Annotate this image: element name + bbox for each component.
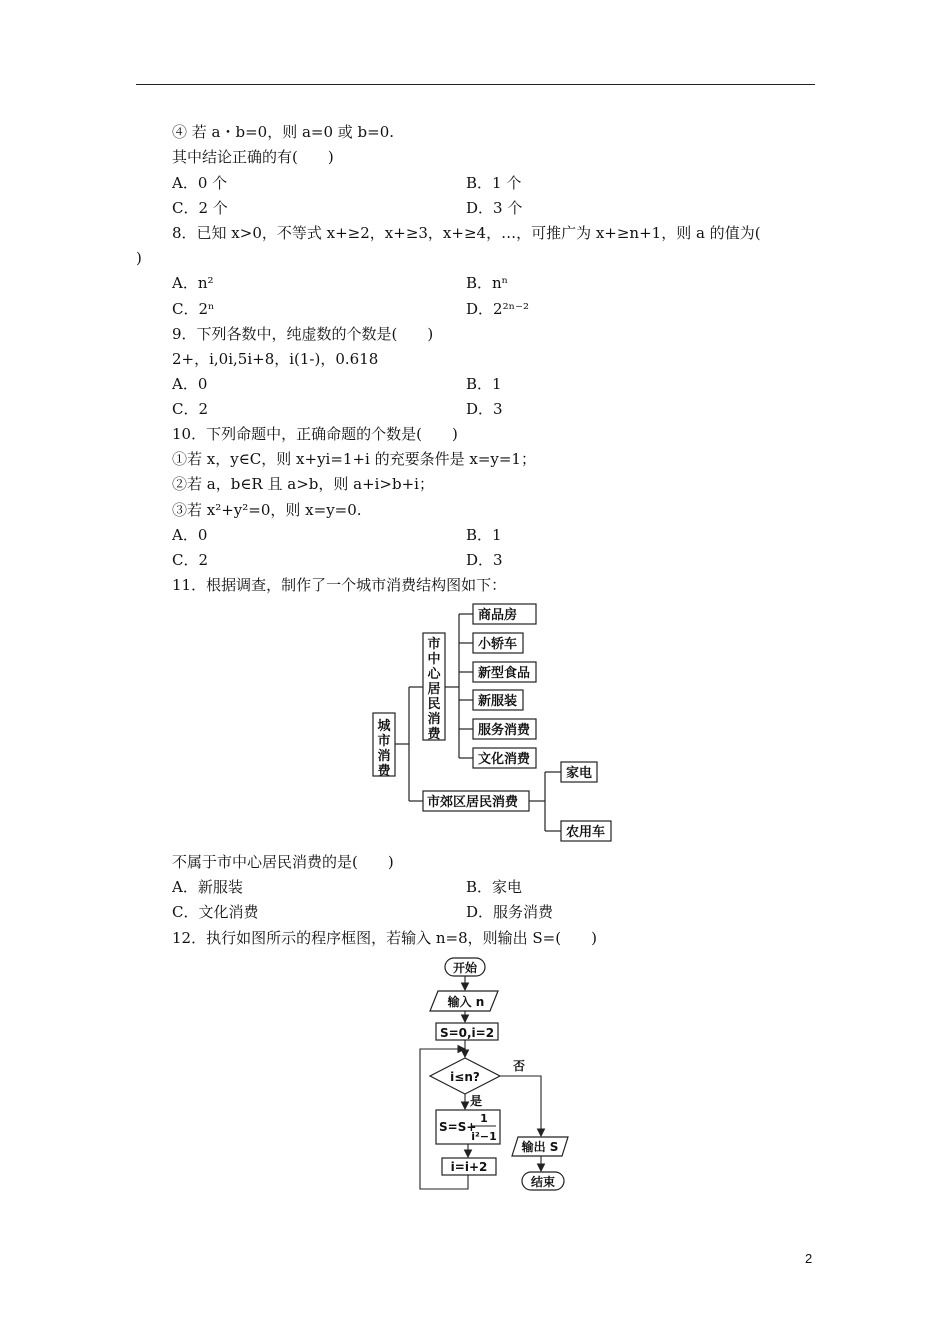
- option-a: A．n²: [172, 274, 214, 292]
- center-char: 民: [427, 697, 441, 712]
- center-item: 小轿车: [478, 637, 518, 652]
- option-b: B．1: [466, 526, 502, 544]
- root-char: 费: [377, 764, 391, 779]
- proposition-3: ③若 x²+y²=0，则 x=y=0.: [172, 501, 362, 519]
- center-char: 市: [427, 637, 441, 652]
- end-label: 结束: [530, 1175, 556, 1189]
- root-char: 消: [377, 749, 391, 764]
- increment-label: i=i+2: [450, 1160, 488, 1174]
- option-c: C．文化消费: [172, 903, 259, 921]
- question-8-paren: ): [136, 249, 142, 267]
- proposition-2: ②若 a，b∈R 且 a>b，则 a+i>b+i；: [172, 475, 434, 493]
- consumption-structure-diagram: [360, 598, 620, 843]
- yes-label: 是: [470, 1094, 483, 1108]
- question-12: 12．执行如图所示的程序框图，若输入 n=8，则输出 S=( ): [172, 929, 597, 947]
- center-char: 中: [427, 652, 441, 667]
- fraction-numerator: 1: [480, 1112, 488, 1125]
- center-item: 新型食品: [478, 666, 531, 681]
- input-label: 输入 n: [447, 995, 485, 1009]
- header-rule: [136, 84, 815, 85]
- root-char: 市: [377, 734, 391, 749]
- option-a: A．新服装: [172, 878, 243, 896]
- question-10: 10．下列命题中，正确命题的个数是( ): [172, 425, 458, 443]
- option-c: C．2ⁿ: [172, 300, 215, 318]
- option-d: D．3: [466, 400, 503, 418]
- option-a: A．0: [172, 526, 208, 544]
- option-d: D．服务消费: [466, 903, 554, 921]
- center-item: 商品房: [478, 608, 518, 623]
- option-b: B．家电: [466, 878, 523, 896]
- question-9-numbers: 2+，i,0i,5i+8，i(1-)，0.618: [172, 350, 379, 368]
- center-item: 文化消费: [478, 752, 531, 767]
- no-label: 否: [513, 1059, 526, 1073]
- center-char: 费: [427, 727, 441, 742]
- option-a: A．0: [172, 375, 208, 393]
- question-9: 9．下列各数中，纯虚数的个数是( ): [172, 325, 434, 343]
- assign-label: S=S+: [439, 1120, 477, 1134]
- fraction-denominator: i²−1: [471, 1130, 497, 1143]
- root-char: 城: [377, 719, 391, 734]
- option-b: B．1 个: [466, 174, 522, 192]
- init-label: S=0,i=2: [439, 1026, 495, 1040]
- option-b: B．nⁿ: [466, 274, 509, 292]
- option-d: D．3 个: [466, 199, 523, 217]
- option-d: D．3: [466, 551, 503, 569]
- statement-4: ④ 若 a・b=0，则 a=0 或 b=0.: [172, 123, 395, 141]
- option-c: C．2: [172, 551, 209, 569]
- suburb-item: 家电: [566, 766, 593, 781]
- option-d: D．2²ⁿ⁻²: [466, 300, 530, 318]
- option-a: A．0 个: [172, 174, 228, 192]
- output-label: 输出 S: [521, 1140, 559, 1154]
- question-7-prompt: 其中结论正确的有( ): [172, 148, 334, 166]
- question-8: 8．已知 x>0，不等式 x+≥2，x+≥3，x+≥4，…，可推广为 x+≥n+1，则 a 的值为(: [172, 224, 761, 242]
- option-c: C．2 个: [172, 199, 228, 217]
- program-flowchart: [410, 952, 590, 1197]
- center-item: 服务消费: [478, 723, 531, 738]
- question-11-prompt: 不属于市中心居民消费的是( ): [172, 853, 394, 871]
- suburb-item: 农用车: [566, 825, 606, 840]
- suburb-label: 市郊区居民消费: [427, 795, 519, 810]
- page-number: 2: [805, 1251, 813, 1266]
- center-char: 居: [427, 682, 441, 697]
- question-11: 11．根据调查，制作了一个城市消费结构图如下：: [172, 576, 507, 594]
- center-item: 新服装: [478, 694, 518, 709]
- start-label: 开始: [452, 961, 478, 975]
- center-char: 消: [427, 712, 441, 727]
- option-b: B．1: [466, 375, 502, 393]
- option-c: C．2: [172, 400, 209, 418]
- proposition-1: ①若 x，y∈C，则 x+yi=1+i 的充要条件是 x=y=1；: [172, 450, 536, 468]
- center-char: 心: [427, 667, 441, 682]
- condition-label: i≤n?: [450, 1070, 480, 1084]
